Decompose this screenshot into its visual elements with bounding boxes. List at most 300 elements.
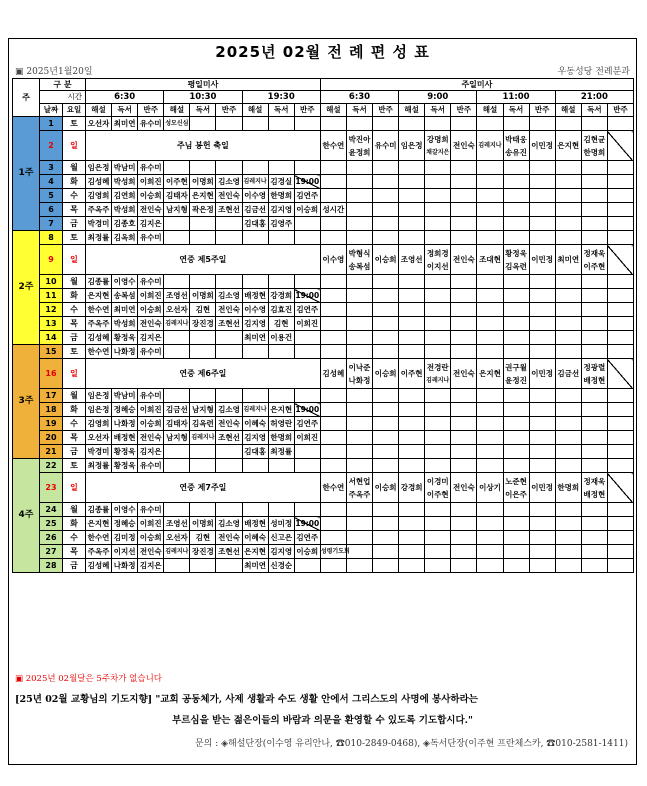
minister-name: 한명희	[268, 431, 294, 445]
empty-cell	[190, 445, 216, 459]
role-header: 독서	[346, 104, 372, 117]
minister-name: 유수미	[138, 389, 164, 403]
empty-cell	[320, 389, 346, 403]
schedule-row	[13, 531, 634, 545]
weekday-cell: 화	[63, 517, 86, 531]
minister-name: 김현	[268, 317, 294, 331]
empty-cell	[216, 345, 242, 359]
schedule-row	[13, 189, 634, 203]
empty-cell	[242, 459, 268, 473]
minister-name: 강명희	[426, 134, 449, 144]
empty-cell	[425, 331, 451, 345]
empty-cell	[216, 231, 242, 245]
category-header: 구 분	[40, 79, 86, 91]
contact-info: 문의 : ◈해설단장(이수영 유리안나, ☎010-2849-0468), ◈독서단장(이주현 프란체스카, ☎010-2581-1411)	[194, 739, 628, 749]
empty-cell	[425, 459, 451, 473]
empty-cell	[425, 431, 451, 445]
sunday-minister-cell	[555, 245, 581, 275]
empty-cell	[503, 403, 529, 417]
empty-cell	[425, 445, 451, 459]
empty-cell	[399, 389, 425, 403]
minister-name: 한명희	[557, 483, 580, 492]
empty-cell	[451, 559, 477, 573]
empty-cell	[451, 275, 477, 289]
week-label: 4주	[13, 459, 40, 573]
minister-name: 이영수	[112, 503, 138, 517]
empty-cell	[581, 389, 607, 403]
empty-cell	[425, 345, 451, 359]
weekday-cell: 일	[63, 359, 86, 389]
role-header: 해설	[555, 104, 581, 117]
empty-cell	[451, 317, 477, 331]
minister-name: 이승희	[374, 483, 397, 492]
minister-name: 이영수	[112, 275, 138, 289]
minister-name: 이민정	[531, 369, 554, 378]
minister-name: 강경희	[400, 483, 423, 492]
date-cell: 25	[40, 517, 63, 531]
minister-name: 유수미	[138, 117, 164, 131]
minister-name: 최정률	[86, 459, 112, 473]
empty-cell	[529, 275, 555, 289]
minister-name: 윤정진	[505, 375, 527, 385]
minister-name: 신고은	[268, 531, 294, 545]
weekday-cell: 월	[63, 275, 86, 289]
empty-diagonal-cell	[607, 245, 633, 275]
minister-name: 한수연	[86, 303, 112, 317]
liturgy-schedule-table	[12, 78, 634, 573]
empty-cell	[320, 417, 346, 431]
minister-name: 김지영	[268, 545, 294, 559]
empty-cell	[164, 161, 190, 175]
role-header: 독서	[425, 104, 451, 117]
role-header: 반주	[216, 104, 242, 117]
minister-name: 나화정	[112, 559, 138, 573]
sunday-minister-cell	[451, 131, 477, 161]
empty-cell	[607, 459, 633, 473]
minister-name: 이주현	[426, 489, 449, 499]
empty-cell	[581, 345, 607, 359]
empty-cell	[477, 531, 503, 545]
minister-name: 나화정	[348, 375, 371, 385]
sunday-mass-header: 주일미사	[320, 79, 633, 91]
empty-cell	[581, 531, 607, 545]
minister-name: 이희진	[138, 289, 164, 303]
minister-name: 박남미	[112, 389, 138, 403]
empty-diagonal-cell	[607, 359, 633, 389]
empty-cell	[399, 503, 425, 517]
minister-name: 김경실	[268, 175, 294, 189]
schedule-row	[13, 445, 634, 459]
empty-cell	[451, 345, 477, 359]
minister-name: 박경미	[86, 445, 112, 459]
minister-name: 김레지나	[164, 545, 190, 559]
minister-name: 김영희	[86, 417, 112, 431]
weekday-cell: 월	[63, 389, 86, 403]
empty-cell	[399, 445, 425, 459]
date-cell: 23	[40, 473, 63, 503]
minister-name: 김레지나	[164, 317, 190, 331]
empty-cell	[503, 303, 529, 317]
empty-cell	[425, 417, 451, 431]
empty-cell	[320, 331, 346, 345]
role-header: 반주	[607, 104, 633, 117]
minister-name: 성미정	[268, 517, 294, 531]
minister-name: 김대홍	[242, 445, 268, 459]
weekday-cell: 화	[63, 403, 86, 417]
empty-cell	[399, 403, 425, 417]
schedule-row	[13, 161, 634, 175]
empty-cell	[425, 161, 451, 175]
minister-name: 조영선	[164, 289, 190, 303]
minister-name: 이희진	[138, 403, 164, 417]
empty-cell	[529, 317, 555, 331]
empty-cell	[503, 503, 529, 517]
minister-name: 유수미	[138, 345, 164, 359]
minister-name: 최정률	[268, 445, 294, 459]
minister-name: 최미연	[112, 117, 138, 131]
minister-name: 김종호	[112, 217, 138, 231]
empty-cell	[373, 175, 399, 189]
minister-name: 조현선	[216, 317, 242, 331]
date-cell: 12	[40, 303, 63, 317]
empty-cell	[555, 559, 581, 573]
weekday-cell: 수	[63, 189, 86, 203]
empty-cell	[477, 503, 503, 517]
date-cell: 28	[40, 559, 63, 573]
minister-name: 성모신심	[164, 117, 190, 131]
empty-cell	[164, 231, 190, 245]
empty-cell	[399, 459, 425, 473]
minister-name: 한명희	[583, 147, 606, 157]
minister-name: 최미연	[242, 331, 268, 345]
empty-cell	[529, 431, 555, 445]
minister-name: 정혜승	[112, 403, 138, 417]
empty-cell	[503, 317, 529, 331]
date-cell: 1	[40, 117, 63, 131]
minister-name: 한수연	[86, 531, 112, 545]
empty-cell	[555, 531, 581, 545]
minister-name: 은지현	[268, 403, 294, 417]
role-header: 해설	[164, 104, 190, 117]
empty-cell	[555, 275, 581, 289]
empty-cell	[346, 275, 372, 289]
prayer-intention-line-1: [25년 02월 교황님의 기도지향] "교회 공동체가, 사제 생활과 수도 생활 안에서 그리스도의 사명에 봉사하라는	[15, 694, 478, 705]
schedule-row	[13, 359, 634, 389]
empty-cell	[399, 545, 425, 559]
role-header: 반주	[529, 104, 555, 117]
empty-cell	[607, 331, 633, 345]
empty-cell	[320, 531, 346, 545]
empty-cell	[581, 559, 607, 573]
minister-name: 임은정	[86, 389, 112, 403]
minister-name: 이희진	[138, 175, 164, 189]
empty-cell	[607, 389, 633, 403]
empty-cell	[529, 189, 555, 203]
sunday-minister-cell	[346, 473, 372, 503]
empty-cell	[373, 345, 399, 359]
empty-cell	[529, 217, 555, 231]
empty-cell	[451, 417, 477, 431]
minister-name: 유수미	[138, 161, 164, 175]
sunday-minister-cell	[346, 131, 372, 161]
role-header: 해설	[477, 104, 503, 117]
empty-cell	[164, 389, 190, 403]
date-cell: 17	[40, 389, 63, 403]
minister-name: 김레지나	[242, 175, 268, 189]
empty-cell	[607, 161, 633, 175]
empty-cell	[346, 117, 372, 131]
minister-name: 최정률	[86, 231, 112, 245]
minister-name: 오선자	[86, 431, 112, 445]
empty-cell	[164, 275, 190, 289]
empty-cell	[399, 217, 425, 231]
sunday-time-2100: 21:00	[555, 91, 633, 104]
sunday-minister-cell	[346, 359, 372, 389]
minister-name: 이수영	[242, 303, 268, 317]
sunday-minister-cell	[555, 473, 581, 503]
weekday-cell: 월	[63, 503, 86, 517]
minister-name: 김소영	[216, 175, 242, 189]
empty-cell	[190, 389, 216, 403]
weekday-cell: 월	[63, 161, 86, 175]
minister-name: 김레지나	[478, 142, 502, 149]
empty-cell	[529, 331, 555, 345]
minister-name: 김연주	[294, 417, 320, 431]
role-header: 해설	[86, 104, 112, 117]
empty-cell	[425, 203, 451, 217]
minister-name: 박성희	[112, 203, 138, 217]
empty-cell	[581, 275, 607, 289]
weekday-cell: 목	[63, 317, 86, 331]
empty-cell	[451, 217, 477, 231]
schedule-page	[8, 38, 637, 765]
sunday-minister-cell	[451, 245, 477, 275]
empty-cell	[581, 161, 607, 175]
empty-cell	[268, 161, 294, 175]
minister-name: 배정현	[583, 489, 606, 499]
minister-name: 박성희	[112, 317, 138, 331]
date-cell: 20	[40, 431, 63, 445]
empty-cell	[373, 275, 399, 289]
empty-cell	[477, 117, 503, 131]
empty-cell	[242, 345, 268, 359]
empty-cell	[294, 117, 320, 131]
minister-name: 전인숙	[452, 483, 475, 492]
feast-name: 주님 봉헌 축일	[86, 131, 321, 161]
sunday-minister-cell	[451, 359, 477, 389]
empty-cell	[425, 289, 451, 303]
empty-cell	[425, 303, 451, 317]
empty-cell	[607, 189, 633, 203]
empty-cell	[607, 559, 633, 573]
role-header: 해설	[399, 104, 425, 117]
empty-cell	[294, 331, 320, 345]
empty-cell	[425, 189, 451, 203]
empty-cell	[164, 459, 190, 473]
empty-cell	[346, 431, 372, 445]
empty-cell	[451, 531, 477, 545]
empty-cell	[607, 431, 633, 445]
minister-name: 은지현	[479, 369, 501, 378]
minister-name: 한수연	[322, 141, 345, 150]
weekday-cell: 금	[63, 445, 86, 459]
sunday-minister-cell	[399, 245, 425, 275]
minister-name: 최미연	[242, 559, 268, 573]
minister-name: 김연희	[112, 189, 138, 203]
empty-cell	[346, 203, 372, 217]
empty-cell	[451, 331, 477, 345]
empty-cell	[164, 445, 190, 459]
empty-cell	[373, 389, 399, 403]
minister-name: 남지형	[190, 403, 216, 417]
schedule-row	[13, 403, 634, 417]
empty-cell	[294, 231, 320, 245]
empty-cell	[503, 331, 529, 345]
minister-name: 전인숙	[216, 531, 242, 545]
role-header: 해설	[242, 104, 268, 117]
empty-cell	[581, 331, 607, 345]
sunday-minister-cell	[503, 359, 529, 389]
date-cell: 7	[40, 217, 63, 231]
minister-name: 전인숙	[138, 203, 164, 217]
minister-name: 이승희	[138, 531, 164, 545]
empty-cell	[425, 231, 451, 245]
sunday-minister-cell	[581, 473, 607, 503]
minister-name: 김지은	[138, 217, 164, 231]
empty-cell	[373, 303, 399, 317]
weekday-cell: 일	[63, 473, 86, 503]
minister-name: 김금선	[557, 369, 580, 378]
weekday-mass-header: 평일미사	[86, 79, 321, 91]
empty-cell	[529, 559, 555, 573]
prayer-intention-line-2: 부르심을 받는 젊은이들의 바람과 의문을 환영할 수 있도록 기도합시다."	[172, 715, 473, 726]
minister-name: 19:00	[294, 175, 320, 189]
minister-name: 이승희	[138, 189, 164, 203]
empty-cell	[320, 503, 346, 517]
empty-cell	[477, 403, 503, 417]
minister-name: 조대현	[479, 255, 501, 264]
minister-name: 은지현	[190, 189, 216, 203]
empty-cell	[555, 389, 581, 403]
empty-cell	[399, 345, 425, 359]
empty-cell	[373, 289, 399, 303]
empty-cell	[529, 303, 555, 317]
minister-name: 유수미	[138, 459, 164, 473]
empty-cell	[451, 503, 477, 517]
minister-name: 배정현	[242, 289, 268, 303]
empty-cell	[373, 317, 399, 331]
weekday-cell: 화	[63, 289, 86, 303]
minister-name: 채갈지은	[426, 148, 450, 156]
minister-name: 황정욱	[112, 445, 138, 459]
empty-cell	[477, 517, 503, 531]
empty-cell	[242, 117, 268, 131]
minister-name: 박진아	[348, 134, 371, 144]
role-header: 독서	[268, 104, 294, 117]
empty-cell	[268, 503, 294, 517]
sunday-minister-cell	[529, 359, 555, 389]
empty-cell	[320, 117, 346, 131]
empty-cell	[555, 161, 581, 175]
empty-cell	[425, 117, 451, 131]
special-note: 성령기도회	[320, 545, 346, 559]
minister-name: 임은정	[400, 141, 423, 150]
empty-cell	[320, 289, 346, 303]
minister-name: 이승희	[138, 303, 164, 317]
empty-cell	[581, 203, 607, 217]
date-cell: 6	[40, 203, 63, 217]
empty-cell	[477, 275, 503, 289]
minister-name: 박경미	[86, 217, 112, 231]
minister-name: 이혜숙	[242, 417, 268, 431]
weekday-cell: 토	[63, 345, 86, 359]
minister-name: 김금선	[242, 203, 268, 217]
notice-text: ▣ 2025년 02월달은 5주차가 없습니다	[15, 674, 163, 684]
sunday-minister-cell	[320, 473, 346, 503]
minister-name: 김현	[190, 531, 216, 545]
empty-cell	[555, 331, 581, 345]
empty-cell	[425, 403, 451, 417]
empty-cell	[268, 345, 294, 359]
minister-name: 김레지나	[190, 431, 216, 445]
schedule-row	[13, 545, 634, 559]
sunday-minister-cell	[373, 131, 399, 161]
empty-cell	[529, 231, 555, 245]
minister-name: 오선자	[86, 117, 112, 131]
minister-name: 신경순	[268, 559, 294, 573]
minister-name: 이승희	[138, 417, 164, 431]
sunday-minister-cell	[399, 359, 425, 389]
minister-name: 한수연	[322, 483, 345, 492]
empty-cell	[294, 503, 320, 517]
schedule-row	[13, 275, 634, 289]
empty-cell	[581, 417, 607, 431]
minister-name: 김지은	[138, 331, 164, 345]
minister-name: 김지은	[138, 445, 164, 459]
schedule-row	[13, 503, 634, 517]
minister-name: 이혜숙	[242, 531, 268, 545]
minister-name: 19:00	[294, 517, 320, 531]
date-cell: 24	[40, 503, 63, 517]
weekday-cell: 수	[63, 531, 86, 545]
empty-cell	[607, 531, 633, 545]
empty-cell	[503, 161, 529, 175]
empty-cell	[164, 559, 190, 573]
empty-cell	[346, 389, 372, 403]
empty-cell	[529, 403, 555, 417]
minister-name: 남지형	[164, 203, 190, 217]
empty-cell	[373, 231, 399, 245]
empty-cell	[425, 503, 451, 517]
empty-cell	[294, 345, 320, 359]
empty-cell	[555, 431, 581, 445]
empty-cell	[268, 459, 294, 473]
empty-cell	[320, 161, 346, 175]
minister-name: 조현선	[216, 545, 242, 559]
date-cell: 3	[40, 161, 63, 175]
empty-cell	[373, 189, 399, 203]
minister-name: 임은정	[86, 403, 112, 417]
empty-cell	[399, 189, 425, 203]
minister-name: 전인숙	[452, 369, 475, 378]
minister-name: 정광렬	[583, 362, 606, 372]
sunday-minister-cell	[477, 359, 503, 389]
empty-cell	[425, 559, 451, 573]
weekday-cell: 수	[63, 303, 86, 317]
minister-name: 전경란	[426, 362, 449, 372]
weekday-cell: 토	[63, 117, 86, 131]
empty-cell	[451, 161, 477, 175]
